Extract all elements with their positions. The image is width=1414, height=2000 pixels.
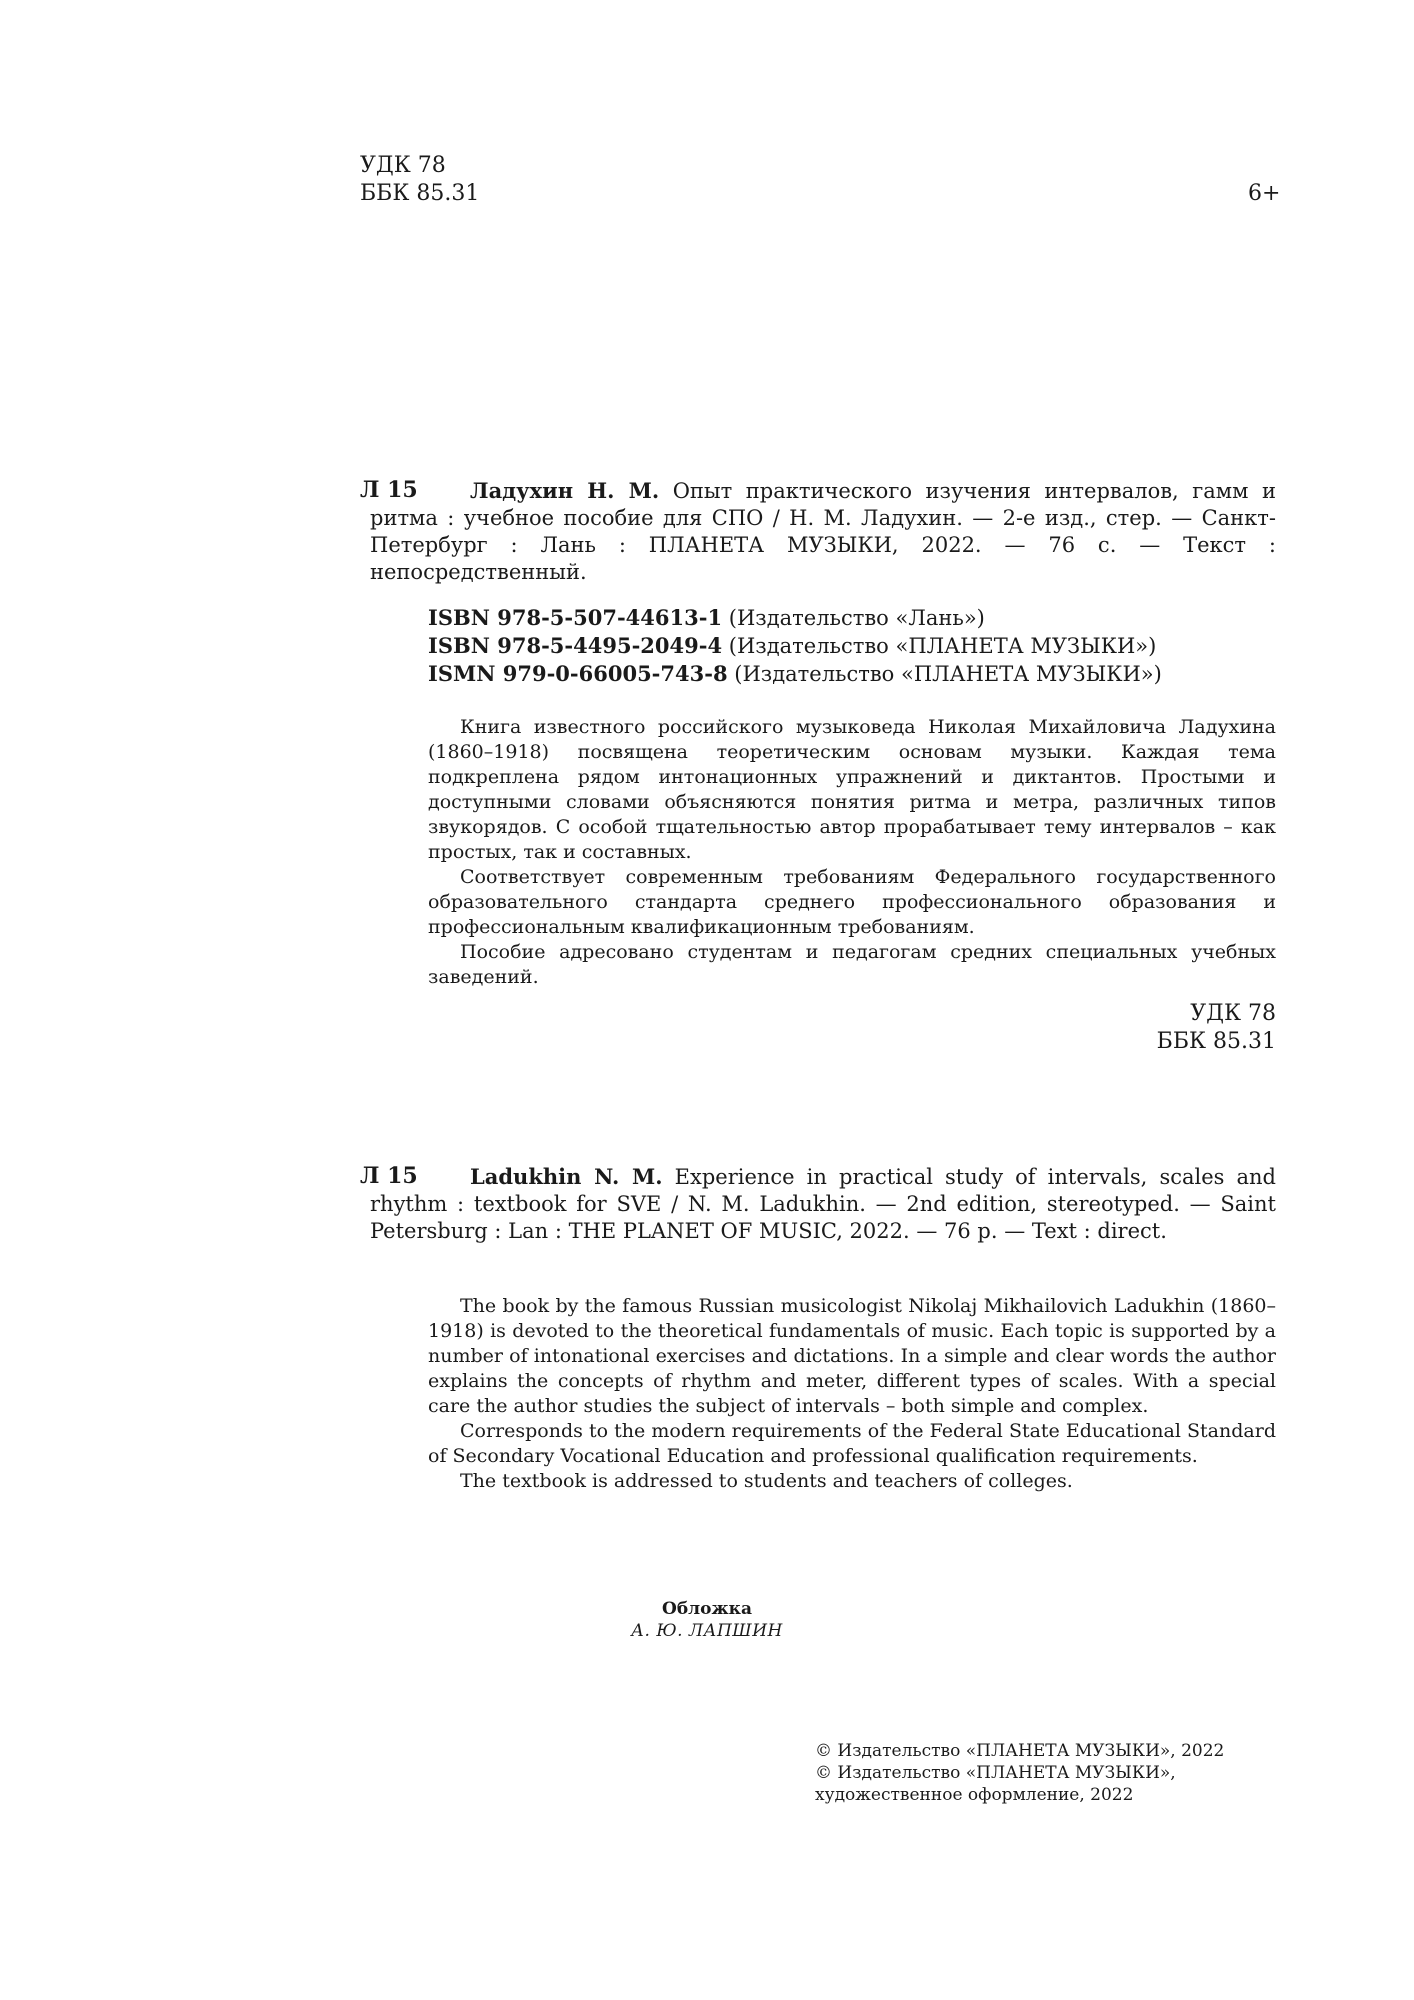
ru-udk: УДК 78: [1190, 1001, 1276, 1026]
ru-annotation-paragraph: Книга известного российского музыковеда Николая Михайловича Ладухина (1860–1918) посвящена теоретическим основам музыки. Каждая тема подкреплена рядом интонационных упражнений и диктантов. Простыми и доступными словами объясняются понятия ритма и метра, различных типов звукорядов. С особой тщательностью автор прорабатывает тему интервалов – как простых, так и составных.: [428, 716, 1276, 863]
ru-bibliography: Опыт практического изучения интервалов, гамм и ритма : учебное пособие для СПО / Н. М. Ладухин. — 2-е изд., стер. — Санкт-Петербург : Лань : ПЛАНЕТА МУЗЫКИ, 2022. — 76 с. — Текст : непосредственный.: [370, 479, 1276, 584]
copyright-line: © Издательство «ПЛАНЕТА МУЗЫКИ», 2022: [815, 1741, 1225, 1761]
en-annotation-paragraph: Corresponds to the modern requirements of the Federal State Educational Standard of Secondary Vocational Education and professional qualification requirements.: [428, 1420, 1276, 1467]
top-udk: УДК 78: [360, 153, 446, 178]
ru-annotation: [428, 715, 1276, 990]
ru-annotation-paragraph: Соответствует современным требованиям Федерального государственного образовательного стандарта среднего профессионального образования и профессиональным квалификационным требованиям.: [428, 866, 1276, 938]
identifier-line: [428, 660, 1162, 688]
cover-artist: А. Ю. ЛАПШИН: [631, 1621, 783, 1641]
identifier-number: ISBN 978-5-4495-2049-4: [428, 633, 723, 658]
ru-bibliographic-record: [370, 477, 1276, 586]
en-bibliography: Experience in practical study of intervals, scales and rhythm : textbook for SVE / N. M. Ladukhin. — 2nd edition, stereotyped. — Saint Petersburg : Lan : THE PLANET OF MUSIC, 2022. — 76 p. — Text : direct.: [370, 1165, 1276, 1243]
en-annotation-paragraph: The book by the famous Russian musicologist Nikolaj Mikhailovich Ladukhin (1860–1918) is devoted to the theoretical fundamentals of music. Each topic is supported by a number of intonational exercises and dictations. In a simple and clear words the author explains the concepts of rhythm and meter, different types of scales. With a special care the author studies the subject of intervals – both simple and complex.: [428, 1295, 1276, 1417]
en-annotation-paragraph: The textbook is addressed to students and teachers of colleges.: [460, 1470, 1073, 1492]
top-bbk: ББК 85.31: [360, 181, 480, 206]
identifier-publisher: (Издательство «ПЛАНЕТА МУЗЫКИ»): [728, 634, 1157, 658]
ru-catalog-code: Л 15: [360, 477, 418, 503]
identifier-number: ISBN 978-5-507-44613-1: [428, 605, 723, 630]
identifier-line: [428, 604, 1162, 632]
age-rating: 6+: [1248, 181, 1281, 206]
top-classification: [360, 152, 479, 208]
identifier-publisher: (Издательство «Лань»): [728, 606, 985, 630]
en-bibliographic-record: [370, 1163, 1276, 1245]
ru-bbk: ББК 85.31: [1156, 1029, 1276, 1054]
en-author: Ladukhin N. M.: [470, 1164, 663, 1189]
identifier-number: ISMN 979-0-66005-743-8: [428, 661, 728, 686]
ru-author: Ладухин Н. М.: [470, 478, 660, 503]
en-catalog-code: Л 15: [360, 1163, 418, 1189]
ru-annotation-paragraph: Пособие адресовано студентам и педагогам средних специальных учебных заведений.: [428, 941, 1276, 988]
identifier-line: [428, 632, 1162, 660]
copyright-line: © Издательство «ПЛАНЕТА МУЗЫКИ», художественное оформление, 2022: [815, 1763, 1176, 1805]
identifier-publisher: (Издательство «ПЛАНЕТА МУЗЫКИ»): [734, 662, 1162, 686]
cover-label: Обложка: [662, 1599, 752, 1619]
en-annotation: [428, 1294, 1276, 1494]
ru-classification: [1157, 1000, 1276, 1056]
ru-identifiers: [428, 604, 1162, 688]
cover-credit: [0, 1598, 1414, 1642]
copyright-block: [815, 1740, 1285, 1806]
